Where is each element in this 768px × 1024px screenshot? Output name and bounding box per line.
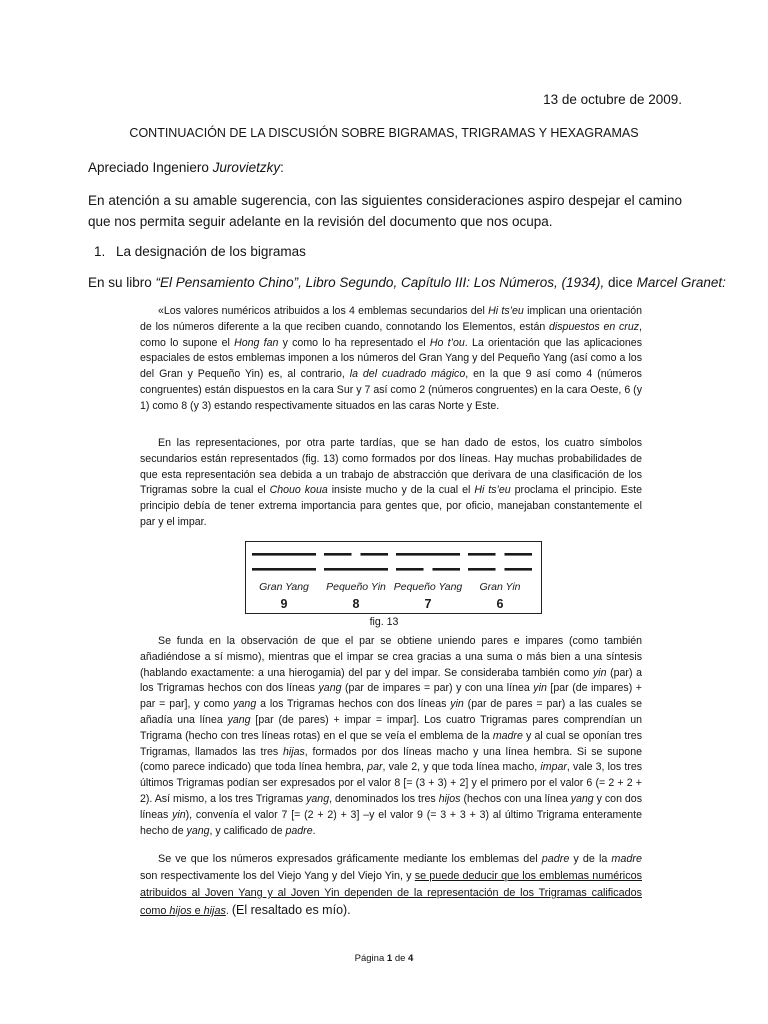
bigram-4-line-1-segment-2 [504,553,532,556]
bigram-3-line-2-segment-1 [396,568,424,571]
letter-date: 13 de octubre de 2009. [543,92,682,107]
section-title: La designación de los bigramas [116,244,306,259]
bigram-number-4: 6 [496,597,504,611]
bigram-2-line-1-segment-2 [360,553,388,556]
quote-paragraph-2: En las representaciones, por otra parte tardías, que se han dado de estos, los cuatro símbolos secundarios están representados (fig. 13) como formados por dos líneas. Hay muchas probabilidades de que esta representación sea debida a un trabajo de abstracción que derivara de una clasificación de los Trigramas sobre la cual el Chouo koua insiste mucho y de la cual el Hi ts’eu proclama el principio. Este principio debía de tener extrema importancia para gentes que, por oficio, manejaban constantemente el par y el impar. [140,437,642,528]
cited-work: “El Pensamiento Chino”, Libro Segundo, Capítulo III: Los Números, (1934), [155,275,605,290]
bigram-label-3: Pequeño Yang [393,581,463,593]
section-heading [88,244,306,259]
bigram-2-line-2 [324,568,388,571]
bigram-diagram [246,542,543,615]
addressee-name: Jurovietzky [212,160,281,175]
bigram-2-line-1-segment-1 [324,553,352,556]
bigram-figure [245,541,542,614]
document-title: CONTINUACIÓN DE LA DISCUSIÓN SOBRE BIGRAMAS, TRIGRAMAS Y HEXAGRAMAS [129,126,639,140]
bigram-4-line-2-segment-1 [468,568,496,571]
highlighted-passage: se puede deducir que los emblemas numéricos atribuidos al Joven Yang y al Joven Yin dependen de la representación de los Trigramas calificados como hijos e hijas [140,870,642,917]
quote-paragraph-1: «Los valores numéricos atribuidos a los 4 emblemas secundarios del Hi ts’eu implican una orientación de los números diferente a la que reciben cuando, connotando los Elementos, están dispuestos en cruz, como lo supone el Hong fan y como lo ha representado el Ho t’ou. La orientación que las aplicaciones espaciales de estos emblemas imponen a los números del Gran Yang y del Pequeño Yang (así como a los del Gran y Pequeño Yin) es, al contrario, la del cuadrado mágico, en la que 9 así como 4 (números congruentes) están dispuestos en la cara Sur y 7 así como 2 (números congruentes) en la cara Oeste, 6 (y 1) como 8 (y 3) estando respectivamente situados en las caras Norte y Este. [140,305,642,412]
cited-author: Marcel Granet: [636,275,726,290]
bigram-1-line-1 [252,553,316,556]
bigram-1-line-2 [252,568,316,571]
bigram-label-2: Pequeño Yin [326,581,386,593]
salutation: Apreciado Ingeniero Jurovietzky: [88,160,284,175]
bigram-number-2: 8 [352,597,360,611]
bigram-3-line-1 [396,553,460,556]
quote-paragraph-3: Se funda en la observación de que el par se obtiene uniendo pares e impares (como también añadiéndose a sí mismo), mientras que el impar se crea gracias a una suma o más bien a una síntesis (hablando exactamente: a una hierogamia) del par y del impar. Se consideraba también como yin (par) a los Trigramas hechos con dos líneas yang (par de impares = par) y con una línea yin [par (de impares) + par = par], y como yang a los Trigramas hechos con dos líneas yin (par de pares = par) a las cuales se añadía una línea yang [par (de pares) + impar = impar]. Los cuatro Trigramas pares comprendían un Trigrama (hecho con tres líneas rotas) en el que se veía el emblema de la madre y al cual se oponían tres Trigramas, llamados las tres hijas, formados por dos líneas macho y una línea hembra. Si se supone (como parece indicado) que toda línea hembra, par, vale 2, y que toda línea macho, impar, vale 3, los tres últimos Trigramas podían ser expresados por el valor 8 [= (3 + 3) + 2] y el primero por el valor 6 (= 2 + 2 + 2). Así mismo, a los tres Trigramas yang, denominados los tres hijos (hechos con una línea yang y con dos líneas yin), convenía el valor 7 [= (2 + 2) + 3] –y el valor 9 (= 3 + 3 + 3) al último Trigrama enteramente hecho de yang, y calificado de padre. [140,635,643,837]
bigram-number-1: 9 [280,597,288,611]
figure-caption: fig. 13 [369,616,399,628]
bigram-label-4: Gran Yin [479,581,521,593]
section-number: 1. [94,244,106,259]
source-citation: En su libro “El Pensamiento Chino”, Libro Segundo, Capítulo III: Los Números, (1934), dice Marcel Granet: [88,275,726,290]
bigram-label-1: Gran Yang [259,581,309,593]
emphasis-note: (El resaltado es mío). [231,903,351,917]
page-footer: Página 1 de 4 [354,953,414,964]
bigram-4-line-2-segment-2 [504,568,532,571]
current-page-number: 1 [386,953,393,964]
quote-paragraph-4: Se ve que los números expresados gráficamente mediante los emblemas del padre y de la madre son respectivamente los del Viejo Yang y del Viejo Yin, y se puede deducir que los emblemas numéricos atribuidos al Joven Yang y al Joven Yin dependen de la representación de los Trigramas calificados como hijos e hijas. (El resaltado es mío). [140,853,643,917]
intro-paragraph: En atención a su amable sugerencia, con las siguientes consideraciones aspiro despejar el camino que nos permita seguir adelante en la revisión del documento que nos ocupa. [88,193,682,229]
bigram-4-line-1-segment-1 [468,553,496,556]
total-pages: 4 [408,953,414,964]
bigram-3-line-2-segment-2 [432,568,460,571]
bigram-number-3: 7 [424,597,432,611]
